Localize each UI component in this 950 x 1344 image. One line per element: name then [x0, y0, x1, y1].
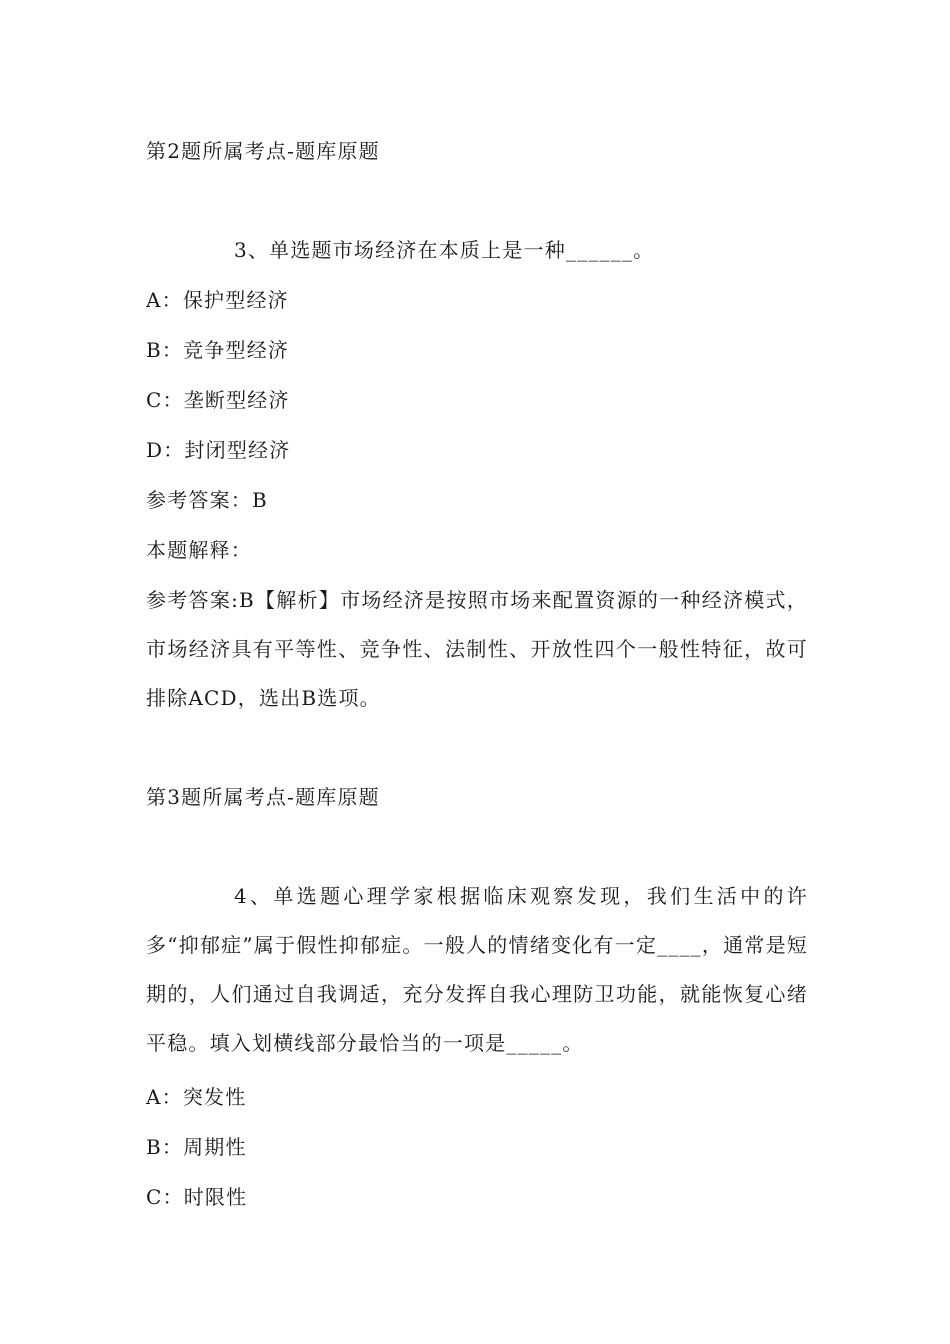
- q4-stem: 4、单选题心理学家根据临床观察发现，我们生活中的许多“抑郁症”属于假性抑郁症。一般人的情绪变化有一定____，通常是短期的，人们通过自我调适，充分发挥自我心理防卫功能，就能恢复心绪平稳。填入划横线部分最恰当的一项是_____。: [146, 884, 808, 1055]
- q3-option-d: D：封闭型经济: [146, 438, 291, 462]
- q3-option-b: B：竞争型经济: [146, 338, 290, 362]
- q3-option-c: C：垄断型经济: [146, 388, 290, 412]
- q3-option-a: A：保护型经济: [146, 288, 289, 312]
- q3-answer: 参考答案：B: [146, 488, 268, 512]
- q3-stem: 3、单选题市场经济在本质上是一种______。: [234, 238, 655, 262]
- q4-option-b: B：周期性: [146, 1135, 247, 1159]
- q3-source-heading: 第3题所属考点-题库原题: [146, 785, 380, 809]
- q3-explanation: 参考答案:B【解析】市场经济是按照市场来配置资源的一种经济模式，市场经济具有平等性、竞争性、法制性、开放性四个一般性特征，故可排除ACD，选出B选项。: [146, 588, 808, 710]
- q4-option-c: C：时限性: [146, 1185, 248, 1209]
- q3-explanation-label: 本题解释：: [146, 538, 252, 562]
- q2-source-heading: 第2题所属考点-题库原题: [146, 139, 380, 163]
- q4-option-a: A：突发性: [146, 1085, 247, 1109]
